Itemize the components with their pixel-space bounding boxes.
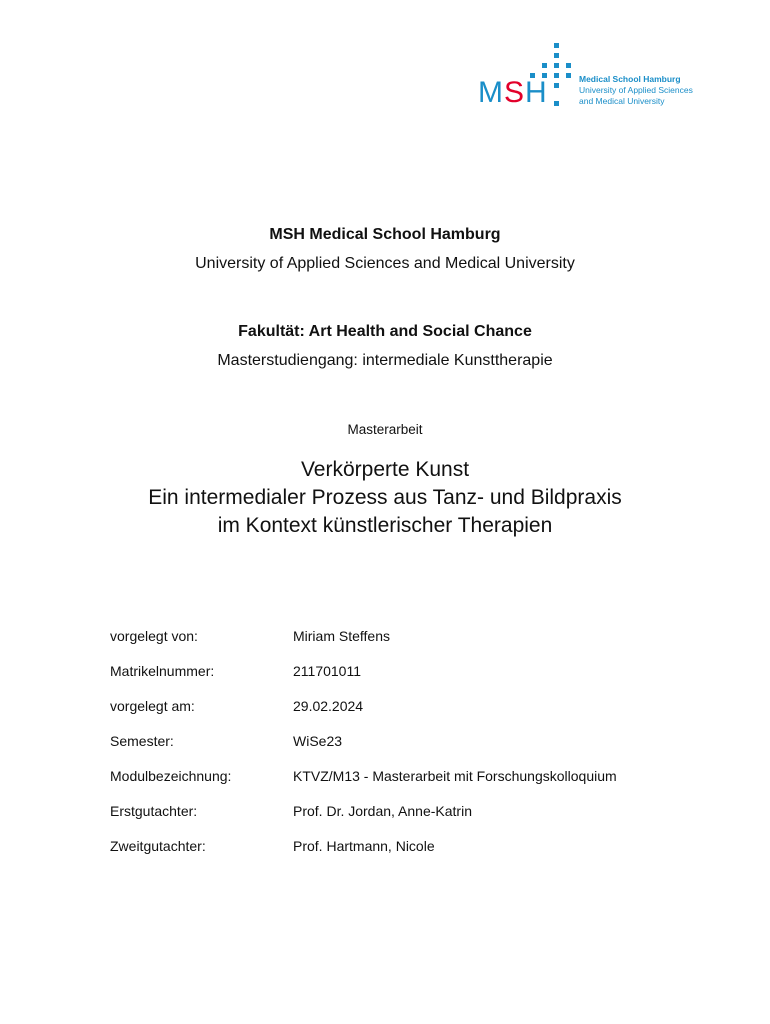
- logo-wordmark: [478, 78, 548, 108]
- logo-dot: [554, 53, 559, 58]
- logo-line-3: and Medical University: [579, 96, 665, 106]
- logo-letter-h: H: [525, 76, 548, 109]
- institution-subtitle: University of Applied Sciences and Medical University: [195, 255, 575, 272]
- detail-label: Erstgutachter:: [110, 803, 198, 819]
- detail-label: Modulbezeichnung:: [110, 768, 232, 784]
- detail-label: Matrikelnummer:: [110, 663, 215, 679]
- faculty-name: Fakultät: Art Health and Social Chance: [238, 323, 532, 340]
- detail-value: Prof. Dr. Jordan, Anne-Katrin: [293, 803, 472, 819]
- title-line-3: im Kontext künstlerischer Therapien: [217, 514, 553, 537]
- detail-value: WiSe23: [293, 733, 343, 749]
- logo-dot: [554, 43, 559, 48]
- logo-line-1: Medical School Hamburg: [579, 74, 681, 84]
- detail-value: Miriam Steffens: [293, 628, 390, 644]
- detail-value: 29.02.2024: [293, 698, 364, 714]
- logo-dot: [554, 63, 559, 68]
- logo-dot: [566, 63, 571, 68]
- title-line-1: Verkörperte Kunst: [300, 458, 470, 481]
- detail-label: vorgelegt von:: [110, 628, 198, 644]
- thesis-title: [0, 456, 770, 540]
- detail-value: Prof. Hartmann, Nicole: [293, 838, 435, 854]
- logo-letter-s: S: [504, 76, 526, 109]
- msh-logo: [478, 40, 708, 112]
- logo-line-2: University of Applied Sciences: [579, 85, 693, 95]
- logo-dot: [542, 63, 547, 68]
- detail-value: KTVZ/M13 - Masterarbeit mit Forschungskolloquium: [293, 768, 617, 784]
- logo-dot: [554, 101, 559, 106]
- logo-letter-m: M: [478, 76, 504, 109]
- detail-label: Zweitgutachter:: [110, 838, 206, 854]
- logo-dot: [554, 83, 559, 88]
- institution-name: MSH Medical School Hamburg: [269, 226, 501, 243]
- title-line-2: Ein intermedialer Prozess aus Tanz- und Bildpraxis: [148, 486, 622, 509]
- logo-dot: [566, 73, 571, 78]
- logo-dot: [554, 73, 559, 78]
- program-name: Masterstudiengang: intermediale Kunsttherapie: [217, 352, 553, 369]
- detail-value: 211701011: [293, 663, 361, 679]
- detail-label: Semester:: [110, 733, 174, 749]
- document-type: Masterarbeit: [347, 422, 423, 437]
- detail-label: vorgelegt am:: [110, 698, 195, 714]
- logo-text: [579, 74, 693, 107]
